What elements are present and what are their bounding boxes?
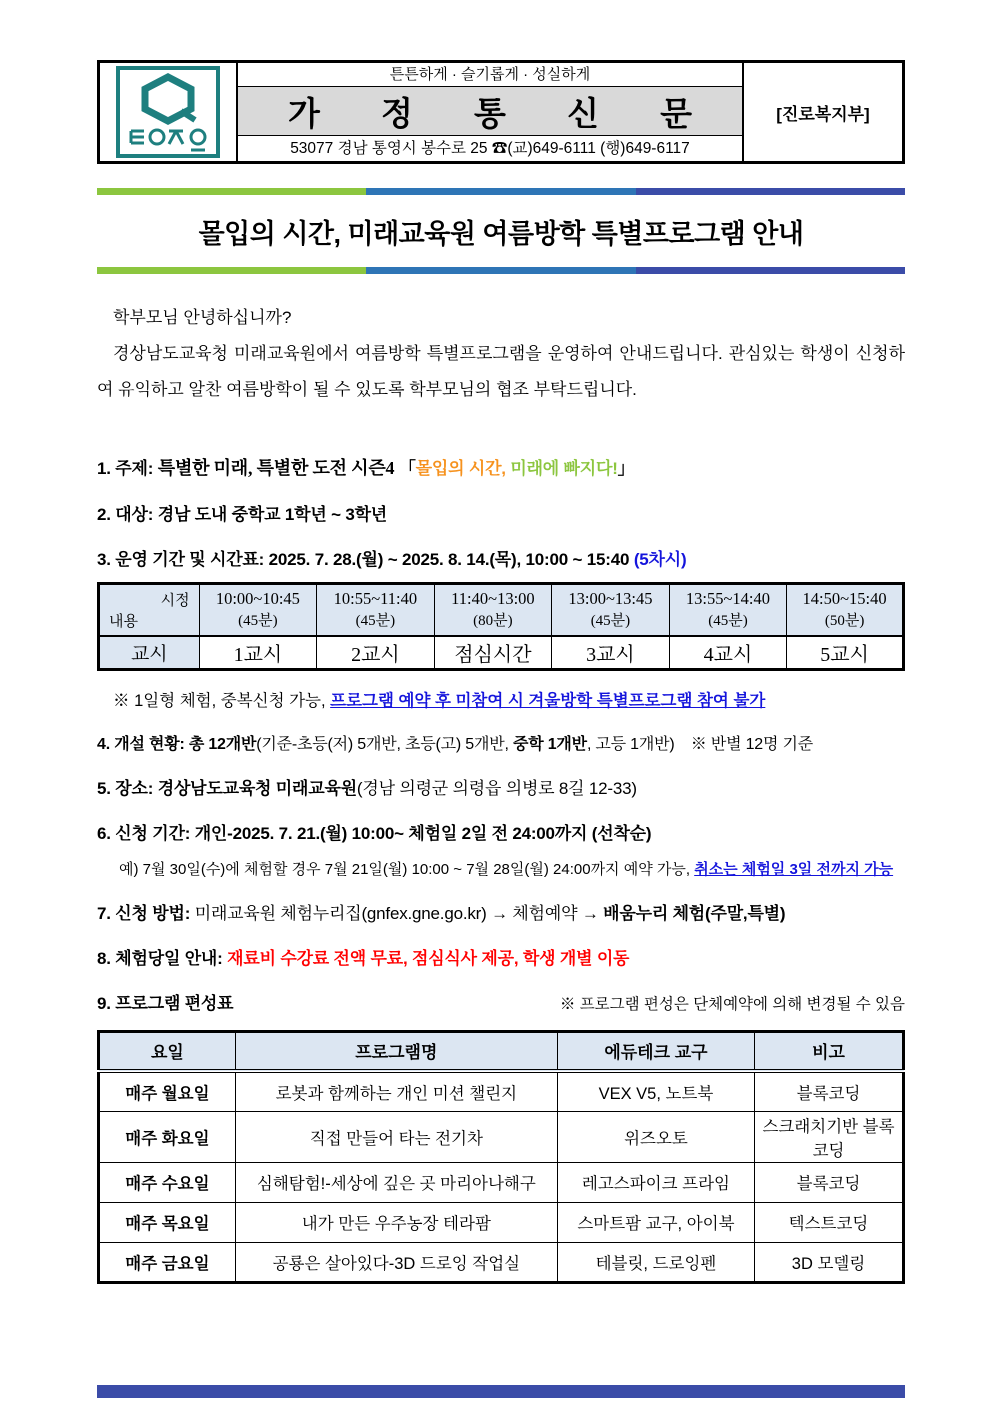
timetable-col-header: 13:00~13:45 (45분) xyxy=(552,584,670,636)
program-header-row xyxy=(99,1031,904,1071)
program-schedule-note: ※ 프로그램 편성은 단체예약에 의해 변경될 수 있음 xyxy=(559,995,905,1013)
header xyxy=(97,60,905,164)
document-type-title: 가 정 통 신 문 xyxy=(238,87,742,135)
banner-top-bar xyxy=(97,188,905,195)
banner-bottom-bar xyxy=(97,267,905,274)
item-target: 2. 대상: 경남 도내 중학교 1학년 ~ 3학년 xyxy=(97,505,388,524)
bar-segment-green xyxy=(97,267,366,274)
program-table xyxy=(97,1030,905,1284)
item-topic-label: 1. 주제: xyxy=(97,459,154,478)
table-row: 매주 월요일 로봇과 함께하는 개인 미션 챌린지 VEX V5, 노트북 블록코딩 xyxy=(99,1071,904,1111)
school-motto: 튼튼하게 · 슬기롭게 · 성실하게 xyxy=(238,63,742,87)
item-topic-orange: 몰입의 시간, xyxy=(415,459,506,478)
bar-segment-navy xyxy=(636,188,905,195)
corner-label-bottom: 내용 xyxy=(109,613,138,630)
timetable-col-header: 11:40~13:00 (80분) xyxy=(434,584,552,636)
item-classes: 4. 개설 현황: 총 12개반(기준-초등(저) 5개반, 초등(고) 5개반, 중학 1개반, 고등 1개반) ※ 반별 12명 기준 xyxy=(97,735,813,753)
item-day-guide xyxy=(97,944,905,969)
timetable xyxy=(97,582,905,671)
item-application-method xyxy=(97,899,905,924)
quote-open: 「 xyxy=(398,459,416,478)
timetable-corner-cell xyxy=(99,584,200,636)
table-row: 매주 금요일 공룡은 살아있다-3D 드로잉 작업실 테블릿, 드로잉펜 3D 모델링 xyxy=(99,1242,904,1282)
item-topic-text: 특별한 미래, 특별한 도전 시즌4 xyxy=(157,458,395,478)
greeting-paragraph xyxy=(97,300,905,408)
program-schedule-label: 9. 프로그램 편성표 xyxy=(97,993,234,1013)
table-row: 매주 화요일 직접 만들어 타는 전기차 위즈오토 스크래치기반 블록코딩 xyxy=(99,1111,904,1162)
department-label: [진로복지부] xyxy=(776,104,870,124)
school-address: 53077 경남 통영시 봉수로 25 ☎(교)649-6111 (행)649-6117 xyxy=(238,135,742,161)
item-location xyxy=(97,774,905,799)
school-logo xyxy=(100,63,238,161)
greeting-line2: 경상남도교육청 미래교육원에서 여름방학 특별프로그램을 운영하여 안내드립니다. 관심있는 학생이 신청하여 유익하고 알찬 여름방학이 될 수 있도록 학부모님의 협조 부탁드립니다. xyxy=(97,344,905,399)
method-label: 7. 신청 방법: xyxy=(97,903,191,923)
greeting-line1: 학부모님 안녕하십니까? xyxy=(113,308,292,327)
example-text: 예) 7월 30일(수)에 체험할 경우 7월 21일(월) 10:00 ~ 7월 28일(월) 24:00까지 예약 가능, xyxy=(119,860,691,878)
item-topic-green: 미래에 빠지다! xyxy=(510,459,618,478)
item-topic xyxy=(97,454,905,480)
col-remark: 비고 xyxy=(755,1031,904,1071)
timetable-col-header: 10:55~11:40 (45분) xyxy=(317,584,435,636)
cancel-policy: 취소는 체험일 3일 전까지 가능 xyxy=(694,860,894,878)
school-emblem-icon xyxy=(115,65,221,159)
items-section xyxy=(97,454,905,570)
timetable-row-label: 교시 xyxy=(99,636,200,670)
application-example xyxy=(97,858,905,879)
item-program-schedule xyxy=(97,989,905,1014)
col-edutech: 에듀테크 교구 xyxy=(557,1031,754,1071)
method-final: 배움누리 체험(주말,특별) xyxy=(603,903,786,923)
timetable-col-header: 14:50~15:40 (50분) xyxy=(787,584,904,636)
note-prefix: ※ 1일형 체험, 중복신청 가능, xyxy=(113,691,326,710)
method-path: 미래교육원 체험누리집(gnfex.gne.go.kr) → 체험예약 → xyxy=(194,903,599,923)
timetable-period-cell: 2교시 xyxy=(317,636,435,670)
footer-accent-bar xyxy=(97,1385,905,1398)
timetable-note xyxy=(97,687,905,711)
item-classes-bold: 4. 개설 현황: 총 12개반 xyxy=(97,735,257,753)
timetable-period-cell: 3교시 xyxy=(552,636,670,670)
table-row: 매주 수요일 심해탐험!-세상에 깊은 곳 마리아나해구 레고스파이크 프라임 블록코딩 xyxy=(99,1162,904,1202)
item-classes-middle-school: 중학 1개반 xyxy=(512,735,587,753)
item-location-bold: 5. 장소: 경상남도교육청 미래교육원 xyxy=(97,778,357,798)
item-period xyxy=(97,545,905,570)
item-period-sessions: (5차시) xyxy=(633,550,687,569)
timetable-period-cell: 점심시간 xyxy=(434,636,552,670)
bar-segment-blue xyxy=(366,188,635,195)
page-title: 몰입의 시간, 미래교육원 여름방학 특별프로그램 안내 xyxy=(198,219,804,249)
bar-segment-blue xyxy=(366,267,635,274)
day-guide-label: 8. 체험당일 안내: xyxy=(97,948,223,968)
timetable-period-cell: 4교시 xyxy=(669,636,787,670)
bar-segment-navy xyxy=(636,267,905,274)
item-classes-note: ※ 반별 12명 기준 xyxy=(690,735,813,753)
col-day: 요일 xyxy=(99,1031,236,1071)
quote-close: 」 xyxy=(617,459,635,478)
day-guide-red: 재료비 수강료 전액 무료, 점심식사 제공, 학생 개별 이동 xyxy=(227,948,630,968)
item-application-period: 6. 신청 기간: 개인-2025. 7. 21.(월) 10:00~ 체험일 2일 전 24:00까지 (선착순) xyxy=(97,823,652,843)
timetable-period-cell: 5교시 xyxy=(787,636,904,670)
col-program: 프로그램명 xyxy=(235,1031,557,1071)
note-warning: 프로그램 예약 후 미참여 시 겨울방학 특별프로그램 참여 불가 xyxy=(330,691,766,710)
table-row: 매주 목요일 내가 만든 우주농장 테라팜 스마트팜 교구, 아이북 텍스트코딩 xyxy=(99,1202,904,1242)
timetable-col-header: 10:00~10:45 (45분) xyxy=(199,584,317,636)
bar-segment-green xyxy=(97,188,366,195)
header-center xyxy=(238,63,744,161)
item-location-address: (경남 의령군 의령읍 의병로 8길 12-33) xyxy=(356,778,637,798)
corner-label-top: 시정 xyxy=(160,593,190,609)
item-period-text: 3. 운영 기간 및 시간표: 2025. 7. 28.(월) ~ 2025. 8. 14.(목), 10:00 ~ 15:40 xyxy=(97,550,630,569)
timetable-col-header: 13:55~14:40 (45분) xyxy=(669,584,787,636)
timetable-period-cell: 1교시 xyxy=(199,636,317,670)
